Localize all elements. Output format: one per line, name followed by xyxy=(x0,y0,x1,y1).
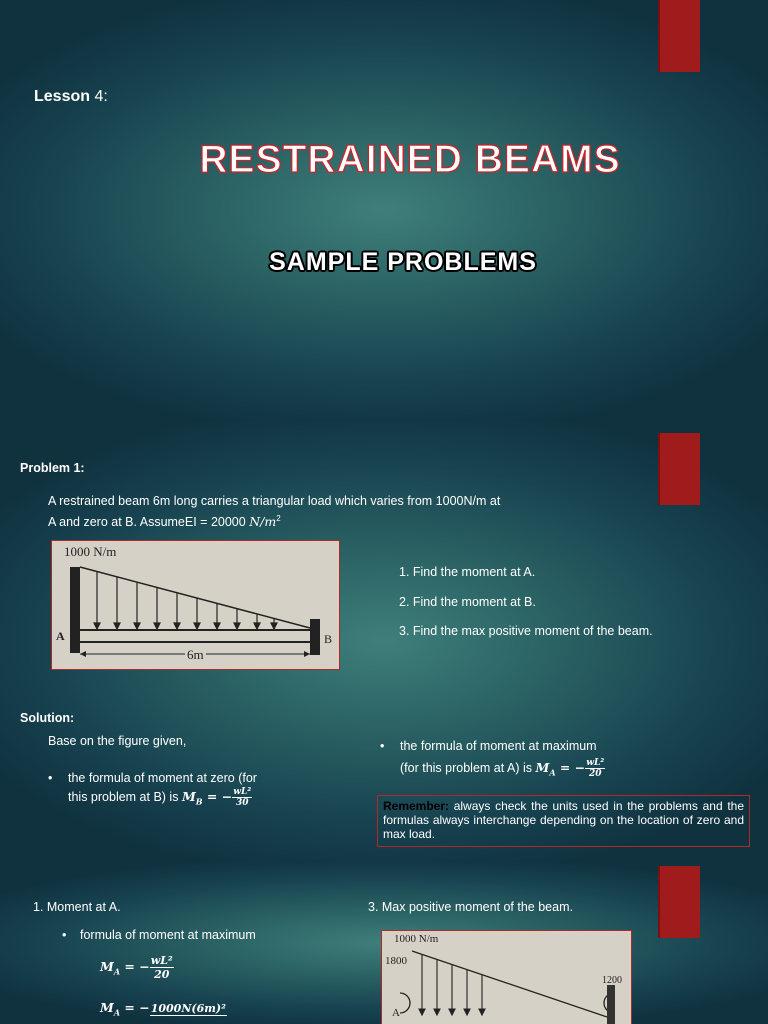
support-a-label: A xyxy=(56,629,65,643)
step-1-bullet-text: formula of moment at maximum xyxy=(80,928,256,942)
problem-heading: Problem 1: xyxy=(20,461,85,475)
slide-title: RESTRAINED BEAMS xyxy=(199,138,621,181)
remember-note xyxy=(377,795,750,847)
formula-mb: $M_B$ = − xyxy=(181,788,233,807)
accent-bar xyxy=(658,433,700,505)
support-b-label: B xyxy=(324,632,333,646)
load-label-2: 1000 N/m xyxy=(394,933,439,945)
span-label: 6m xyxy=(187,647,204,662)
problem-slide xyxy=(0,420,768,862)
step-1-heading: 1. Moment at A. xyxy=(33,900,121,914)
question-1: 1. Find the moment at A. xyxy=(399,565,536,579)
question-2: 2. Find the moment at B. xyxy=(399,595,536,609)
step-3-heading: 3. Max positive moment of the beam. xyxy=(368,900,573,914)
step-1-bullet: • formula of moment at maximum xyxy=(62,928,256,942)
question-3: 3. Find the max positive moment of the beam. xyxy=(399,624,653,638)
slide-subtitle: SAMPLE PROBLEMS xyxy=(269,248,537,276)
bullet-max-line-1: the formula of moment at maximum xyxy=(400,739,597,753)
formula-mb-fraction: $\frac{\text{wL²}}{30}$ xyxy=(233,787,252,808)
formula-ma-fraction: $\frac{\text{wL²}}{20}$ xyxy=(586,758,605,779)
bullet-zero: • the formula of moment at zero (for this problem at B) is $M_B$ = − $\frac{\text{wL²}}{30}$ xyxy=(48,771,257,808)
lesson-text: Lesson xyxy=(34,88,91,105)
bullet-zero-line-1: the formula of moment at zero (for xyxy=(68,771,257,785)
solution-slide xyxy=(0,862,768,1024)
lesson-number: 4 xyxy=(94,88,104,105)
lesson-label xyxy=(34,88,108,106)
accent-bar xyxy=(658,0,700,72)
remember-text: always check the units used in the problems and the formulas always interchange depending on the location of zero and max load. xyxy=(383,799,744,841)
problem-unit: N/m xyxy=(249,514,277,530)
problem-line-2-text: A and zero at B. AssumeEI = 20000 xyxy=(48,515,246,530)
base-text: Base on the figure given, xyxy=(48,734,187,748)
bullet-zero-line-2: this problem at B) is xyxy=(68,789,179,804)
title-slide xyxy=(0,0,768,420)
lesson-colon: : xyxy=(103,88,108,105)
support-a-label-2: A xyxy=(392,1007,400,1019)
equation-2: $M_A$ = − 1000N(6m)² xyxy=(100,1000,226,1018)
accent-bar xyxy=(658,866,700,938)
problem-line-1: A restrained beam 6m long carries a triangular load which varies from 1000N/m at xyxy=(48,494,501,508)
problem-unit-exponent: 2 xyxy=(276,514,281,523)
reaction-left: 1800 xyxy=(385,955,407,967)
bullet-max: • the formula of moment at maximum (for this problem at A) is $M_A$ = − $\frac{\text{wL²}}{20}$ xyxy=(380,739,605,779)
problem-statement xyxy=(48,493,648,531)
load-label: 1000 N/m xyxy=(64,544,117,559)
reaction-right: 1200 xyxy=(602,975,622,986)
remember-label: Remember: xyxy=(383,799,450,813)
solution-heading: Solution: xyxy=(20,711,75,725)
equation-1: $M_A$ = − $\frac{\text{wL²}}{20}$ xyxy=(100,954,173,981)
bullet-max-line-2: (for this problem at A) is xyxy=(400,760,532,775)
formula-ma: $M_A$ = − xyxy=(535,759,586,778)
problem-line-2 xyxy=(48,510,648,531)
reaction-diagram xyxy=(381,930,632,1024)
beam-diagram xyxy=(51,540,340,670)
